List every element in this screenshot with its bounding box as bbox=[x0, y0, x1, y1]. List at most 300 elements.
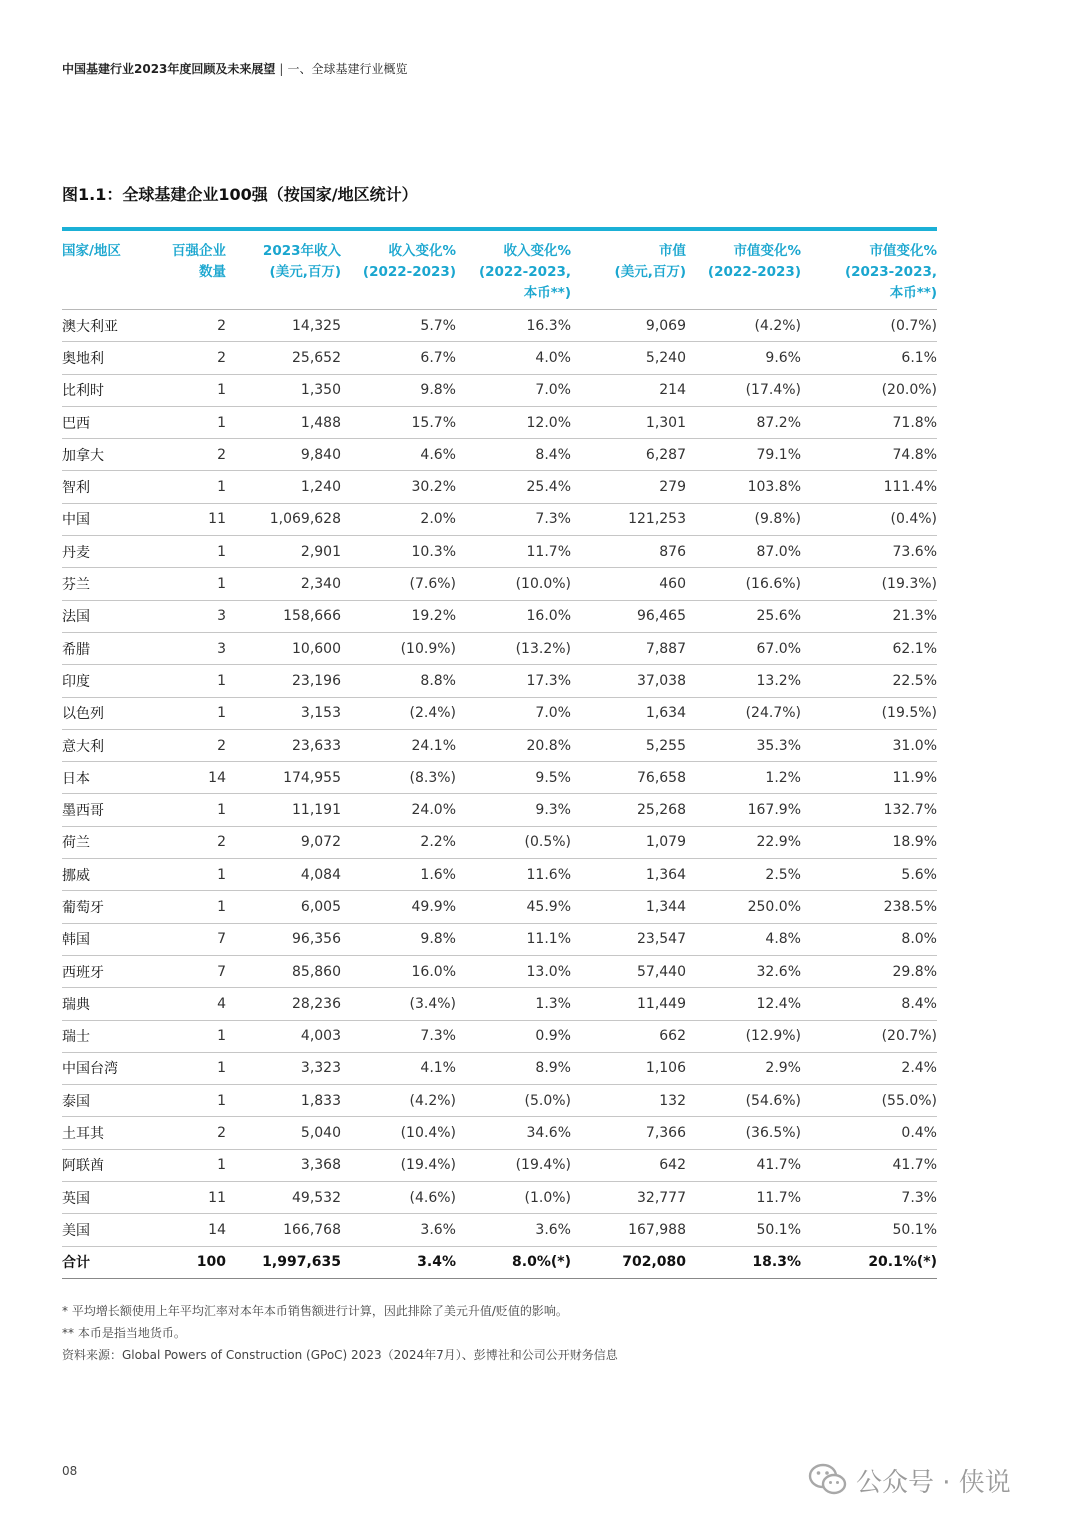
value-cell: 1,301 bbox=[571, 406, 686, 438]
value-cell: 5,255 bbox=[571, 729, 686, 761]
value-cell: (0.7%) bbox=[801, 310, 937, 342]
column-header bbox=[456, 231, 571, 310]
value-cell: 214 bbox=[571, 374, 686, 406]
value-cell: 876 bbox=[571, 536, 686, 568]
page-number: 08 bbox=[62, 1464, 78, 1478]
country-cell: 葡萄牙 bbox=[62, 891, 162, 923]
table-row bbox=[62, 988, 937, 1020]
country-cell: 法国 bbox=[62, 600, 162, 632]
value-cell: 96,356 bbox=[226, 923, 341, 955]
value-cell: 1,240 bbox=[226, 471, 341, 503]
country-cell: 智利 bbox=[62, 471, 162, 503]
value-cell: 8.0% bbox=[801, 923, 937, 955]
country-cell: 中国台湾 bbox=[62, 1052, 162, 1084]
value-cell: 50.1% bbox=[686, 1214, 801, 1246]
value-cell: 87.0% bbox=[686, 536, 801, 568]
table-row bbox=[62, 762, 937, 794]
value-cell: 2.5% bbox=[686, 859, 801, 891]
table-row bbox=[62, 568, 937, 600]
value-cell: 24.1% bbox=[341, 729, 456, 761]
value-cell: 11,191 bbox=[226, 794, 341, 826]
value-cell: 50.1% bbox=[801, 1214, 937, 1246]
value-cell: 14,325 bbox=[226, 310, 341, 342]
value-cell: 8.9% bbox=[456, 1052, 571, 1084]
value-cell: 1 bbox=[162, 406, 226, 438]
value-cell: 9,069 bbox=[571, 310, 686, 342]
value-cell: 76,658 bbox=[571, 762, 686, 794]
country-cell: 墨西哥 bbox=[62, 794, 162, 826]
value-cell: 17.3% bbox=[456, 665, 571, 697]
column-header bbox=[226, 231, 341, 310]
value-cell: (3.4%) bbox=[341, 988, 456, 1020]
value-cell: 1,488 bbox=[226, 406, 341, 438]
country-cell: 希腊 bbox=[62, 632, 162, 664]
value-cell: 1,344 bbox=[571, 891, 686, 923]
country-cell: 瑞士 bbox=[62, 1020, 162, 1052]
running-header bbox=[62, 60, 407, 77]
total-value-cell: 3.4% bbox=[341, 1246, 456, 1278]
country-cell: 土耳其 bbox=[62, 1117, 162, 1149]
value-cell: 41.7% bbox=[686, 1149, 801, 1181]
value-cell: 2,340 bbox=[226, 568, 341, 600]
value-cell: 16.0% bbox=[341, 955, 456, 987]
country-cell: 泰国 bbox=[62, 1085, 162, 1117]
value-cell: (19.4%) bbox=[456, 1149, 571, 1181]
value-cell: (4.6%) bbox=[341, 1182, 456, 1214]
value-cell: 2 bbox=[162, 826, 226, 858]
country-cell: 芬兰 bbox=[62, 568, 162, 600]
country-cell: 印度 bbox=[62, 665, 162, 697]
value-cell: 25,268 bbox=[571, 794, 686, 826]
value-cell: (0.5%) bbox=[456, 826, 571, 858]
value-cell: 10,600 bbox=[226, 632, 341, 664]
value-cell: 25.4% bbox=[456, 471, 571, 503]
value-cell: 79.1% bbox=[686, 439, 801, 471]
value-cell: 7.3% bbox=[341, 1020, 456, 1052]
value-cell: 5,240 bbox=[571, 342, 686, 374]
value-cell: 2.2% bbox=[341, 826, 456, 858]
country-cell: 澳大利亚 bbox=[62, 310, 162, 342]
value-cell: 3.6% bbox=[456, 1214, 571, 1246]
value-cell: 11.7% bbox=[686, 1182, 801, 1214]
value-cell: 16.3% bbox=[456, 310, 571, 342]
value-cell: 3 bbox=[162, 632, 226, 664]
table-body bbox=[62, 310, 937, 1279]
value-cell: 1,364 bbox=[571, 859, 686, 891]
value-cell: 4.1% bbox=[341, 1052, 456, 1084]
column-header-line: 国家/地区 bbox=[62, 243, 121, 259]
value-cell: 23,547 bbox=[571, 923, 686, 955]
country-cell: 日本 bbox=[62, 762, 162, 794]
value-cell: 2,901 bbox=[226, 536, 341, 568]
value-cell: 73.6% bbox=[801, 536, 937, 568]
value-cell: 71.8% bbox=[801, 406, 937, 438]
value-cell: 9.6% bbox=[686, 342, 801, 374]
value-cell: 4.6% bbox=[341, 439, 456, 471]
column-header-line: 百强企业 bbox=[172, 243, 226, 259]
value-cell: 29.8% bbox=[801, 955, 937, 987]
country-cell: 奥地利 bbox=[62, 342, 162, 374]
value-cell: 13.0% bbox=[456, 955, 571, 987]
value-cell: 3.6% bbox=[341, 1214, 456, 1246]
country-cell: 中国 bbox=[62, 503, 162, 535]
table-row bbox=[62, 536, 937, 568]
table-row bbox=[62, 1117, 937, 1149]
watermark-text: 公众号 · 侠说 bbox=[856, 1467, 1011, 1498]
value-cell: 7.0% bbox=[456, 697, 571, 729]
value-cell: (19.5%) bbox=[801, 697, 937, 729]
table-row bbox=[62, 665, 937, 697]
value-cell: 9.3% bbox=[456, 794, 571, 826]
value-cell: (55.0%) bbox=[801, 1085, 937, 1117]
value-cell: 96,465 bbox=[571, 600, 686, 632]
value-cell: 24.0% bbox=[341, 794, 456, 826]
value-cell: 23,633 bbox=[226, 729, 341, 761]
table-row bbox=[62, 1182, 937, 1214]
table-row bbox=[62, 697, 937, 729]
value-cell: 5.6% bbox=[801, 859, 937, 891]
column-header-line: (美元,百万) bbox=[614, 264, 686, 280]
value-cell: 662 bbox=[571, 1020, 686, 1052]
value-cell: 111.4% bbox=[801, 471, 937, 503]
footnote-source: 资料来源：Global Powers of Construction (GPoC) 2023（2024年7月）、彭博社和公司公开财务信息 bbox=[62, 1348, 618, 1362]
value-cell: 7.3% bbox=[456, 503, 571, 535]
column-header-line: (2022-2023, bbox=[478, 264, 571, 280]
value-cell: 2 bbox=[162, 729, 226, 761]
value-cell: 12.4% bbox=[686, 988, 801, 1020]
column-header bbox=[162, 231, 226, 310]
value-cell: 6,287 bbox=[571, 439, 686, 471]
total-value-cell: 1,997,635 bbox=[226, 1246, 341, 1278]
column-header-line: 市值 bbox=[659, 243, 686, 259]
value-cell: 4,003 bbox=[226, 1020, 341, 1052]
column-header bbox=[62, 231, 162, 310]
value-cell: 19.2% bbox=[341, 600, 456, 632]
value-cell: 15.7% bbox=[341, 406, 456, 438]
country-cell: 英国 bbox=[62, 1182, 162, 1214]
value-cell: 49.9% bbox=[341, 891, 456, 923]
country-cell: 巴西 bbox=[62, 406, 162, 438]
section-title: 一、全球基建行业概览 bbox=[287, 62, 408, 76]
column-header-line: (2022-2023) bbox=[362, 264, 456, 280]
value-cell: 2.0% bbox=[341, 503, 456, 535]
value-cell: (10.4%) bbox=[341, 1117, 456, 1149]
value-cell: (54.6%) bbox=[686, 1085, 801, 1117]
value-cell: 167.9% bbox=[686, 794, 801, 826]
country-cell: 荷兰 bbox=[62, 826, 162, 858]
value-cell: 11 bbox=[162, 1182, 226, 1214]
value-cell: (10.0%) bbox=[456, 568, 571, 600]
value-cell: 14 bbox=[162, 1214, 226, 1246]
value-cell: 22.5% bbox=[801, 665, 937, 697]
value-cell: 49,532 bbox=[226, 1182, 341, 1214]
value-cell: 31.0% bbox=[801, 729, 937, 761]
value-cell: 1,079 bbox=[571, 826, 686, 858]
value-cell: 13.2% bbox=[686, 665, 801, 697]
country-cell: 丹麦 bbox=[62, 536, 162, 568]
value-cell: 35.3% bbox=[686, 729, 801, 761]
value-cell: 25.6% bbox=[686, 600, 801, 632]
table-row bbox=[62, 1085, 937, 1117]
value-cell: 0.4% bbox=[801, 1117, 937, 1149]
value-cell: 10.3% bbox=[341, 536, 456, 568]
value-cell: 28,236 bbox=[226, 988, 341, 1020]
value-cell: 6.7% bbox=[341, 342, 456, 374]
data-table bbox=[62, 231, 937, 1279]
value-cell: 12.0% bbox=[456, 406, 571, 438]
table-row bbox=[62, 1052, 937, 1084]
value-cell: 22.9% bbox=[686, 826, 801, 858]
value-cell: (19.4%) bbox=[341, 1149, 456, 1181]
value-cell: 74.8% bbox=[801, 439, 937, 471]
value-cell: 460 bbox=[571, 568, 686, 600]
value-cell: 1 bbox=[162, 697, 226, 729]
value-cell: 32.6% bbox=[686, 955, 801, 987]
value-cell: 8.4% bbox=[801, 988, 937, 1020]
value-cell: 4,084 bbox=[226, 859, 341, 891]
value-cell: 2.4% bbox=[801, 1052, 937, 1084]
table-row bbox=[62, 859, 937, 891]
country-cell: 比利时 bbox=[62, 374, 162, 406]
table-row bbox=[62, 1214, 937, 1246]
value-cell: 1 bbox=[162, 374, 226, 406]
value-cell: 7 bbox=[162, 923, 226, 955]
value-cell: 16.0% bbox=[456, 600, 571, 632]
value-cell: 4 bbox=[162, 988, 226, 1020]
value-cell: 2 bbox=[162, 310, 226, 342]
value-cell: (1.0%) bbox=[456, 1182, 571, 1214]
table-row bbox=[62, 794, 937, 826]
value-cell: 1.2% bbox=[686, 762, 801, 794]
watermark bbox=[808, 1460, 1011, 1500]
value-cell: (4.2%) bbox=[341, 1085, 456, 1117]
value-cell: (2.4%) bbox=[341, 697, 456, 729]
value-cell: 1 bbox=[162, 1149, 226, 1181]
value-cell: 18.9% bbox=[801, 826, 937, 858]
table-row bbox=[62, 310, 937, 342]
value-cell: 9.8% bbox=[341, 923, 456, 955]
value-cell: 1.6% bbox=[341, 859, 456, 891]
value-cell: 23,196 bbox=[226, 665, 341, 697]
value-cell: 45.9% bbox=[456, 891, 571, 923]
table-row bbox=[62, 503, 937, 535]
value-cell: 7,366 bbox=[571, 1117, 686, 1149]
value-cell: 1,634 bbox=[571, 697, 686, 729]
value-cell: 2 bbox=[162, 1117, 226, 1149]
column-header-line: 2023年收入 bbox=[262, 243, 341, 259]
column-header-line: (美元,百万) bbox=[269, 264, 341, 280]
table-row bbox=[62, 471, 937, 503]
table-row bbox=[62, 1020, 937, 1052]
total-value-cell: 8.0%(*) bbox=[456, 1246, 571, 1278]
value-cell: (10.9%) bbox=[341, 632, 456, 664]
column-header bbox=[341, 231, 456, 310]
value-cell: 4.8% bbox=[686, 923, 801, 955]
value-cell: 7.0% bbox=[456, 374, 571, 406]
table-row bbox=[62, 342, 937, 374]
column-header-line: 收入变化% bbox=[503, 243, 571, 259]
value-cell: 11.1% bbox=[456, 923, 571, 955]
value-cell: 8.8% bbox=[341, 665, 456, 697]
value-cell: 132.7% bbox=[801, 794, 937, 826]
header-divider: | bbox=[279, 62, 284, 76]
column-header-line: (2023-2023, bbox=[844, 264, 937, 280]
table-row bbox=[62, 374, 937, 406]
column-header bbox=[686, 231, 801, 310]
column-header-line: 收入变化% bbox=[388, 243, 456, 259]
value-cell: 279 bbox=[571, 471, 686, 503]
table-row bbox=[62, 632, 937, 664]
country-cell: 挪威 bbox=[62, 859, 162, 891]
value-cell: 32,777 bbox=[571, 1182, 686, 1214]
value-cell: 14 bbox=[162, 762, 226, 794]
column-header-line: (2022-2023) bbox=[707, 264, 801, 280]
value-cell: 1,833 bbox=[226, 1085, 341, 1117]
total-row bbox=[62, 1246, 937, 1278]
value-cell: 1.3% bbox=[456, 988, 571, 1020]
value-cell: (24.7%) bbox=[686, 697, 801, 729]
table-row bbox=[62, 729, 937, 761]
table-row bbox=[62, 955, 937, 987]
value-cell: 9,840 bbox=[226, 439, 341, 471]
value-cell: 158,666 bbox=[226, 600, 341, 632]
total-value-cell: 18.3% bbox=[686, 1246, 801, 1278]
value-cell: 5,040 bbox=[226, 1117, 341, 1149]
value-cell: (20.7%) bbox=[801, 1020, 937, 1052]
value-cell: 1 bbox=[162, 891, 226, 923]
value-cell: 1 bbox=[162, 859, 226, 891]
value-cell: 1,106 bbox=[571, 1052, 686, 1084]
country-cell: 西班牙 bbox=[62, 955, 162, 987]
data-table-container bbox=[62, 227, 937, 1279]
country-cell: 美国 bbox=[62, 1214, 162, 1246]
value-cell: 85,860 bbox=[226, 955, 341, 987]
total-value-cell: 702,080 bbox=[571, 1246, 686, 1278]
column-header bbox=[571, 231, 686, 310]
value-cell: (12.9%) bbox=[686, 1020, 801, 1052]
value-cell: (0.4%) bbox=[801, 503, 937, 535]
value-cell: 57,440 bbox=[571, 955, 686, 987]
value-cell: 1 bbox=[162, 1085, 226, 1117]
value-cell: 1 bbox=[162, 665, 226, 697]
value-cell: 3 bbox=[162, 600, 226, 632]
country-cell: 以色列 bbox=[62, 697, 162, 729]
footnote-currency: ** 本币是指当地货币。 bbox=[62, 1326, 186, 1340]
column-header-line: 市值变化% bbox=[869, 243, 937, 259]
value-cell: (8.3%) bbox=[341, 762, 456, 794]
value-cell: (13.2%) bbox=[456, 632, 571, 664]
value-cell: 4.0% bbox=[456, 342, 571, 374]
value-cell: 1,069,628 bbox=[226, 503, 341, 535]
value-cell: 166,768 bbox=[226, 1214, 341, 1246]
value-cell: 9.8% bbox=[341, 374, 456, 406]
value-cell: 132 bbox=[571, 1085, 686, 1117]
country-cell: 加拿大 bbox=[62, 439, 162, 471]
value-cell: 5.7% bbox=[341, 310, 456, 342]
value-cell: 7.3% bbox=[801, 1182, 937, 1214]
column-header-line: 本币**) bbox=[889, 285, 937, 301]
table-row bbox=[62, 406, 937, 438]
value-cell: 1 bbox=[162, 536, 226, 568]
value-cell: 11.9% bbox=[801, 762, 937, 794]
value-cell: 0.9% bbox=[456, 1020, 571, 1052]
value-cell: 2.9% bbox=[686, 1052, 801, 1084]
total-value-cell: 20.1%(*) bbox=[801, 1246, 937, 1278]
column-header bbox=[801, 231, 937, 310]
value-cell: 87.2% bbox=[686, 406, 801, 438]
value-cell: 3,153 bbox=[226, 697, 341, 729]
report-title: 中国基建行业2023年度回顾及未来展望 bbox=[62, 62, 276, 76]
figure-title: 图1.1：全球基建企业100强（按国家/地区统计） bbox=[62, 185, 418, 204]
value-cell: 7,887 bbox=[571, 632, 686, 664]
total-label-cell: 合计 bbox=[62, 1246, 162, 1278]
value-cell: 11.6% bbox=[456, 859, 571, 891]
value-cell: 121,253 bbox=[571, 503, 686, 535]
table-row bbox=[62, 600, 937, 632]
column-header-line: 数量 bbox=[199, 264, 226, 280]
value-cell: 6,005 bbox=[226, 891, 341, 923]
value-cell: 1 bbox=[162, 471, 226, 503]
table-row bbox=[62, 826, 937, 858]
total-value-cell: 100 bbox=[162, 1246, 226, 1278]
value-cell: 2 bbox=[162, 342, 226, 374]
value-cell: 250.0% bbox=[686, 891, 801, 923]
value-cell: 37,038 bbox=[571, 665, 686, 697]
value-cell: 238.5% bbox=[801, 891, 937, 923]
value-cell: 642 bbox=[571, 1149, 686, 1181]
value-cell: 1 bbox=[162, 1052, 226, 1084]
value-cell: 21.3% bbox=[801, 600, 937, 632]
value-cell: 25,652 bbox=[226, 342, 341, 374]
value-cell: 103.8% bbox=[686, 471, 801, 503]
value-cell: 30.2% bbox=[341, 471, 456, 503]
table-row bbox=[62, 923, 937, 955]
value-cell: 20.8% bbox=[456, 729, 571, 761]
value-cell: 67.0% bbox=[686, 632, 801, 664]
value-cell: (9.8%) bbox=[686, 503, 801, 535]
value-cell: 11,449 bbox=[571, 988, 686, 1020]
table-row bbox=[62, 439, 937, 471]
column-header-line: 市值变化% bbox=[733, 243, 801, 259]
wechat-icon bbox=[808, 1463, 848, 1497]
value-cell: 9,072 bbox=[226, 826, 341, 858]
value-cell: 167,988 bbox=[571, 1214, 686, 1246]
value-cell: (20.0%) bbox=[801, 374, 937, 406]
value-cell: (16.6%) bbox=[686, 568, 801, 600]
value-cell: 41.7% bbox=[801, 1149, 937, 1181]
country-cell: 韩国 bbox=[62, 923, 162, 955]
value-cell: 1,350 bbox=[226, 374, 341, 406]
value-cell: 34.6% bbox=[456, 1117, 571, 1149]
value-cell: 11.7% bbox=[456, 536, 571, 568]
value-cell: 7 bbox=[162, 955, 226, 987]
country-cell: 瑞典 bbox=[62, 988, 162, 1020]
value-cell: 174,955 bbox=[226, 762, 341, 794]
value-cell: 1 bbox=[162, 794, 226, 826]
value-cell: 1 bbox=[162, 568, 226, 600]
value-cell: 6.1% bbox=[801, 342, 937, 374]
value-cell: (4.2%) bbox=[686, 310, 801, 342]
table-row bbox=[62, 891, 937, 923]
table-header-row bbox=[62, 231, 937, 310]
country-cell: 意大利 bbox=[62, 729, 162, 761]
value-cell: 2 bbox=[162, 439, 226, 471]
value-cell: 11 bbox=[162, 503, 226, 535]
column-header-line: 本币**) bbox=[523, 285, 571, 301]
table-row bbox=[62, 1149, 937, 1181]
value-cell: (7.6%) bbox=[341, 568, 456, 600]
footnotes bbox=[62, 1300, 618, 1366]
